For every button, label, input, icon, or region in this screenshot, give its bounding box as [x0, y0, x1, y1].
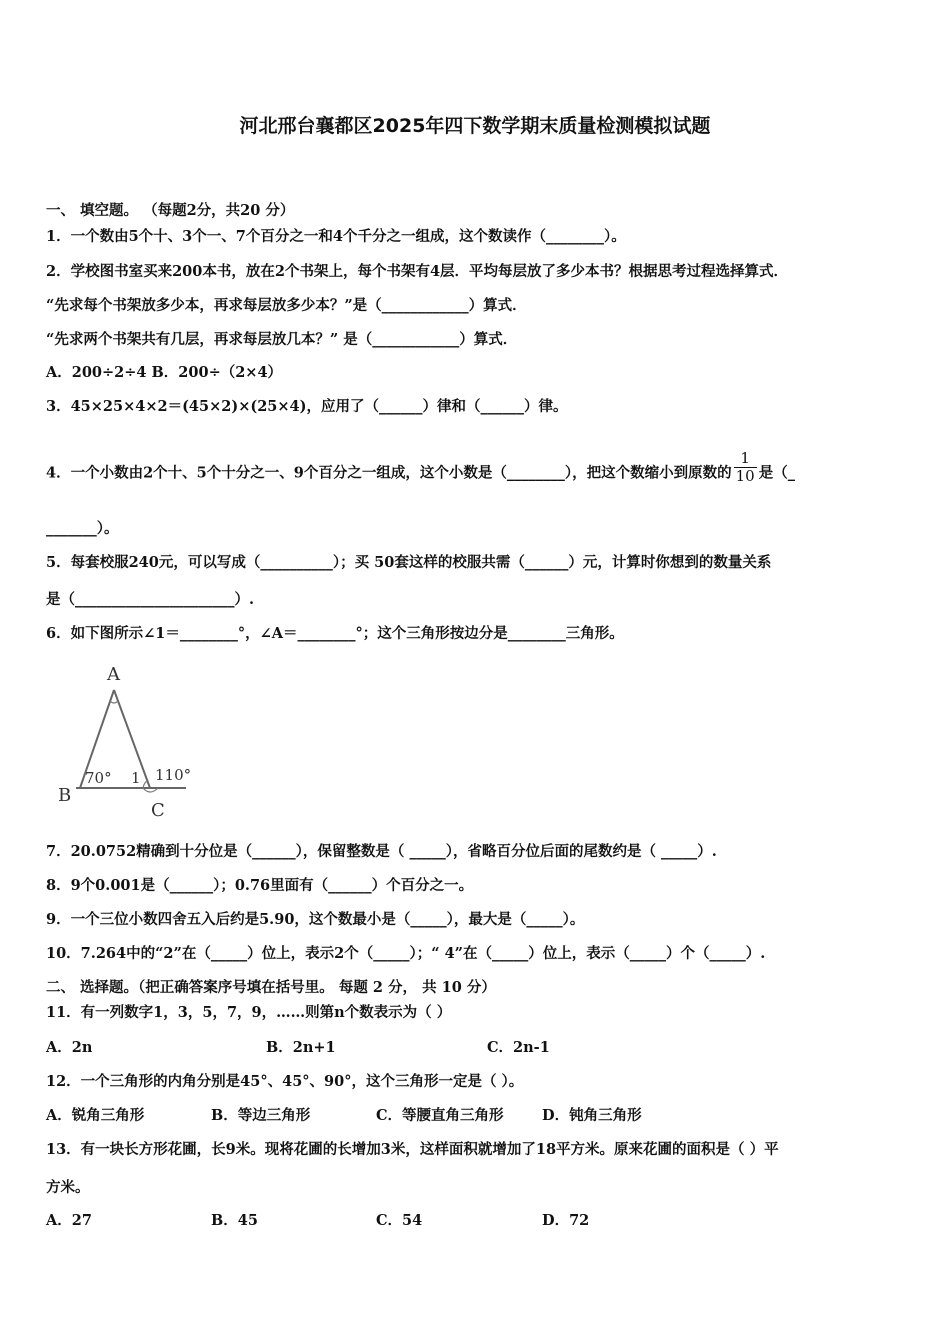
q13-option-b: B．45 — [211, 1212, 258, 1229]
section-1-heading: 一、 填空题。 （每题2分，共20 分） — [46, 202, 295, 219]
question-5-line-1: 5．每套校服240元，可以写成（__________）；买 50套这样的校服共需（______）元，计算时你想到的数量关系 — [46, 554, 772, 571]
question-4-text-after: 是（_ — [758, 464, 795, 482]
q11-option-a: A．2n — [46, 1039, 93, 1056]
vertex-b-label: B — [58, 785, 72, 806]
question-13-options — [46, 1211, 589, 1231]
fraction-denominator: 10 — [735, 467, 755, 485]
angle-1-label: 1 — [131, 769, 141, 787]
q13-option-c: C．54 — [376, 1212, 423, 1229]
question-4-line-1 — [46, 449, 795, 491]
angle-a-arc — [110, 701, 118, 703]
question-7: 7．20.0752精确到十分位是（______），保留整数是（ _____），省略百分位后面的尾数约是（ _____）. — [46, 843, 717, 860]
q12-option-d: D．钝角三角形 — [542, 1107, 642, 1124]
q11-option-c: C．2n-1 — [487, 1039, 550, 1056]
question-12: 12．一个三角形的内角分别是45°、45°、90°，这个三角形一定是（ ）。 — [46, 1073, 524, 1090]
angle-b-label: 70° — [85, 769, 112, 787]
question-12-options — [46, 1106, 642, 1126]
question-4-line-2: _______）。 — [46, 520, 119, 537]
triangle-figure — [52, 660, 202, 825]
fraction-one-tenth — [734, 450, 757, 485]
question-11: 11．有一列数字1，3，5，7，9，……则第n个数表示为（ ） — [46, 1004, 452, 1021]
question-5-line-2: 是（______________________）. — [46, 591, 255, 608]
vertex-c-label: C — [151, 800, 165, 821]
vertex-a-label: A — [107, 664, 120, 685]
question-2-line-1: 2．学校图书室买来200本书，放在2个书架上，每个书架有4层．平均每层放了多少本书？根据思考过程选择算式． — [46, 263, 789, 280]
q12-option-c: C．等腰直角三角形 — [376, 1107, 504, 1124]
q13-option-a: A．27 — [46, 1212, 92, 1229]
fraction-numerator: 1 — [734, 450, 757, 468]
q12-option-b: B．等边三角形 — [211, 1107, 311, 1124]
question-2-line-2: “先求每个书架放多少本，再求每层放多少本？”是（____________）算式． — [46, 297, 527, 314]
question-10: 10．7.264中的“2”在（_____）位上，表示2个（_____）；“ 4”在（_____）位上，表示（_____）个（_____）. — [46, 945, 766, 962]
section-2-heading: 二、 选择题。（把正确答案序号填在括号里。 每题 2 分， 共 10 分） — [46, 979, 496, 996]
q12-option-a: A．锐角三角形 — [46, 1107, 145, 1124]
question-13-line-1: 13．有一块长方形花圃，长9米。现将花圃的长增加3米，这样面积就增加了18平方米。原来花圃的面积是（ ）平 — [46, 1141, 779, 1158]
question-11-options — [46, 1038, 550, 1058]
q11-option-b: B．2n+1 — [266, 1039, 336, 1056]
question-13-line-2: 方米。 — [46, 1179, 90, 1196]
q13-option-d: D．72 — [542, 1212, 590, 1229]
question-6: 6．如下图所示∠1＝________°，∠A＝________°；这个三角形按边分是________三角形。 — [46, 625, 624, 642]
question-8: 8．9个0.001是（______）；0.76里面有（______）个百分之一。 — [46, 877, 474, 894]
question-4-text-before: 4．一个小数由2个十、5个十分之一、9个百分之一组成，这个小数是（________），把这个数缩小到原数的 — [46, 464, 732, 482]
question-9: 9．一个三位小数四舍五入后约是5.90，这个数最小是（_____），最大是（_____）。 — [46, 911, 585, 928]
page-title: 河北邢台襄都区2025年四下数学期末质量检测模拟试题 — [239, 115, 711, 137]
question-1: 1．一个数由5个十、3个一、7个百分之一和4个千分之一组成，这个数读作（________）。 — [46, 228, 626, 245]
question-3: 3．45×25×4×2＝(45×2)×(25×4)，应用了（______）律和（______）律。 — [46, 398, 568, 415]
question-2-line-3: “先求两个书架共有几层，再求每层放几本？” 是（____________）算式． — [46, 331, 518, 348]
exterior-angle-label: 110° — [155, 766, 192, 784]
question-2-options: A．200÷2÷4 B．200÷（2×4） — [46, 364, 283, 381]
